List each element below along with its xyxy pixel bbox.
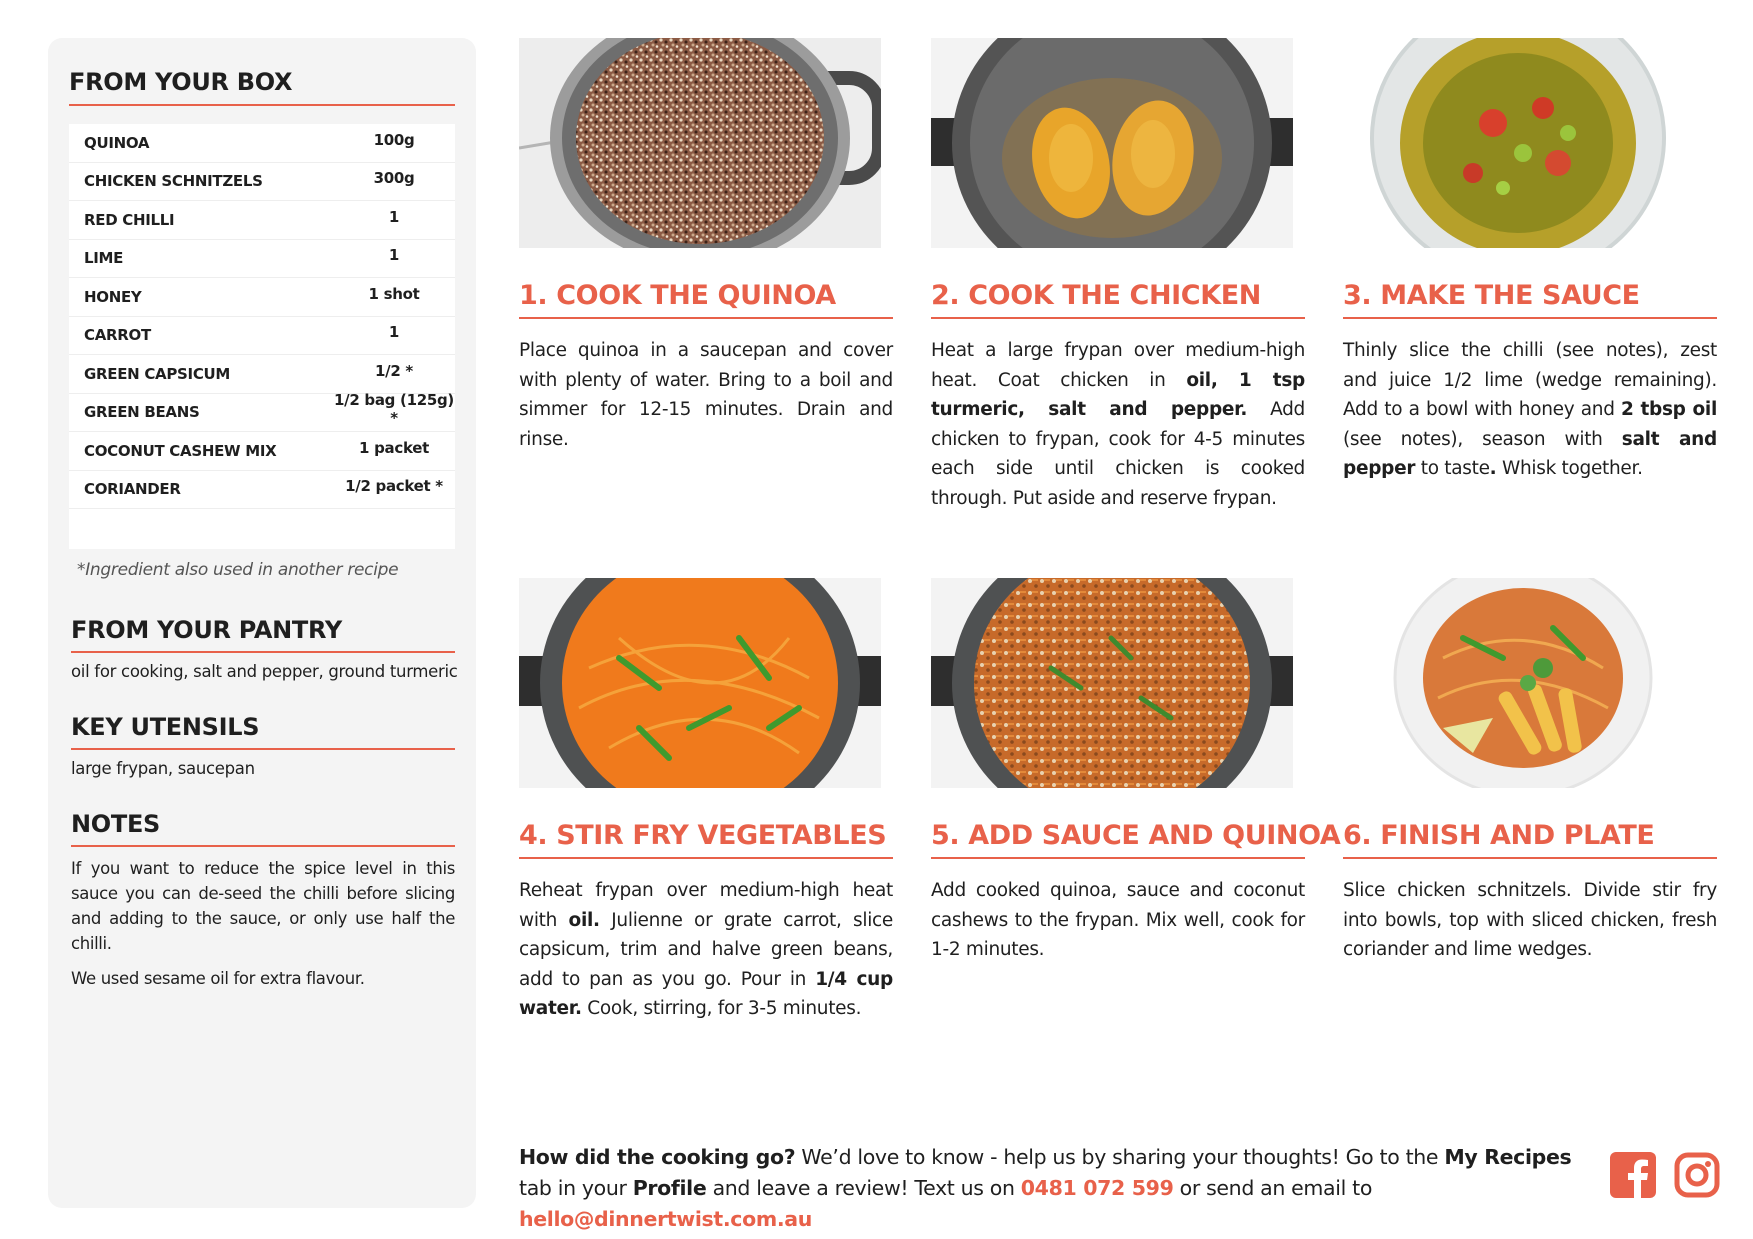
profile-link[interactable]: Profile <box>632 1176 707 1200</box>
footer-text: tab in your <box>519 1176 633 1200</box>
ingredient-row <box>69 278 455 317</box>
step-4-title: 4. STIR FRY VEGETABLES <box>519 820 893 859</box>
step-text-run: Heat a large frypan over medium-high heat. Coat chicken in <box>931 340 1305 391</box>
step-6-title: 6. FINISH AND PLATE <box>1343 820 1717 859</box>
step-text-bold: . <box>1489 458 1497 479</box>
footer-text: and leave a review! Text us on <box>706 1176 1021 1200</box>
ingredient-quantity: 1 <box>388 323 400 342</box>
step-text-run: Cook, stirring, for 3-5 minutes. <box>581 998 862 1019</box>
step-5-title: 5. ADD SAUCE AND QUINOA <box>931 820 1305 859</box>
ingredient-name: CORIANDER <box>84 480 181 499</box>
ingredient-row <box>69 201 455 240</box>
note-paragraph: We used sesame oil for extra flavour. <box>71 969 365 988</box>
ingredient-row <box>69 317 455 356</box>
from-your-pantry-title: FROM YOUR PANTRY <box>71 616 342 644</box>
step-text-run: Whisk together. <box>1496 458 1643 479</box>
ingredient-quantity: 1 <box>388 246 400 265</box>
step-4-text <box>519 876 893 1024</box>
chicken-frypan-photo <box>931 38 1293 248</box>
plated-dish-photo <box>1343 578 1705 788</box>
step-6-text <box>1343 876 1717 965</box>
from-your-box-title: FROM YOUR BOX <box>69 68 293 96</box>
step-text-bold: 2 tbsp oil <box>1620 399 1717 420</box>
step-3-text <box>1343 336 1717 484</box>
ingredient-row <box>69 432 455 471</box>
stirfry-frypan-photo <box>931 578 1293 788</box>
vegetables-frypan-photo <box>519 578 881 788</box>
key-utensils-title: KEY UTENSILS <box>71 713 260 741</box>
ingredient-name: LIME <box>84 249 124 268</box>
notes-title: NOTES <box>71 810 161 838</box>
sauce-bowl-photo <box>1343 38 1705 248</box>
notes-body <box>71 856 455 1001</box>
footnote: *Ingredient also used in another recipe <box>77 560 399 580</box>
step-text-bold: oil, 1 tsp turmeric, salt and pepper. <box>931 369 1306 420</box>
ingredient-name: QUINOA <box>84 133 150 152</box>
step-text-run: Slice chicken schnitzels. Divide stir fry into bowls, top with sliced chicken, fresh coriander and lime wedges. <box>1343 880 1717 960</box>
footer-text: We’d love to know - help us by sharing your thoughts! Go to the <box>795 1145 1445 1169</box>
step-text-run: Place quinoa in a saucepan and cover with plenty of water. Bring to a boil and simmer for 12-15 minutes. Drain and rinse. <box>519 340 893 450</box>
ingredient-quantity: 1/2 packet * <box>345 477 443 496</box>
feedback-question: How did the cooking go? <box>519 1145 796 1169</box>
step-text-bold: salt and pepper <box>1343 428 1717 479</box>
step-text-run: Reheat frypan over medium-high heat with <box>519 880 893 931</box>
step-text-run: to taste <box>1415 458 1490 479</box>
facebook-icon[interactable] <box>1610 1152 1656 1202</box>
utensils-items: large frypan, saucepan <box>71 759 255 778</box>
ingredient-quantity: 300g <box>373 169 415 188</box>
ingredient-row <box>69 355 455 394</box>
note-paragraph: If you want to reduce the spice level in this sauce you can de-seed the chilli before slicing and adding to the sauce, or only use half the chilli. <box>71 859 455 953</box>
divider <box>71 748 455 750</box>
ingredient-name: GREEN BEANS <box>84 403 200 422</box>
step-text-run: (see notes), season with <box>1343 428 1622 450</box>
step-5-text <box>931 876 1305 965</box>
step-2-title: 2. COOK THE CHICKEN <box>931 280 1305 319</box>
ingredient-quantity: 1/2 * <box>375 361 413 380</box>
step-2-text <box>931 336 1305 513</box>
ingredient-quantity: 1 <box>388 207 400 226</box>
ingredient-name: HONEY <box>84 287 142 306</box>
ingredient-quantity: 1 shot <box>368 284 420 303</box>
ingredient-quantity: 1/2 bag (125g) * <box>334 391 454 428</box>
pantry-items: oil for cooking, salt and pepper, ground turmeric <box>71 662 458 681</box>
footer-text: or send an email to <box>1173 1176 1373 1200</box>
ingredient-row <box>69 471 455 510</box>
ingredient-row <box>69 124 455 163</box>
ingredient-name: CARROT <box>84 326 151 345</box>
divider <box>69 104 455 106</box>
step-text-bold: oil. <box>568 909 600 931</box>
ingredient-name: GREEN CAPSICUM <box>84 364 231 383</box>
step-3-title: 3. MAKE THE SAUCE <box>1343 280 1717 319</box>
my-recipes-link[interactable]: My Recipes <box>1444 1145 1572 1169</box>
step-text-bold: 1/4 cup water. <box>519 968 893 1019</box>
ingredient-name: CHICKEN SCHNITZELS <box>84 172 263 191</box>
instagram-icon[interactable] <box>1674 1152 1720 1202</box>
ingredient-quantity: 1 packet <box>359 438 429 457</box>
divider <box>71 651 455 653</box>
step-text-run: Add chicken to frypan, cook for 4-5 minutes each side until chicken is cooked through. Put aside and reserve frypan. <box>931 399 1306 509</box>
ingredient-name: RED CHILLI <box>84 210 175 229</box>
quinoa-pot-photo <box>519 38 881 248</box>
ingredients-table <box>69 124 455 549</box>
ingredient-row <box>69 163 455 202</box>
divider <box>71 845 455 847</box>
step-text-run: Add cooked quinoa, sauce and coconut cashews to the frypan. Mix well, cook for 1-2 minutes. <box>931 880 1305 960</box>
ingredients-sidebar <box>48 38 476 1208</box>
step-1-text <box>519 336 893 454</box>
phone-link[interactable]: 0481 072 599 <box>1020 1176 1174 1200</box>
step-text-run: Thinly slice the chilli (see notes), zest and juice 1/2 lime (wedge remaining). Add to a bowl with honey and <box>1343 340 1717 420</box>
step-1-title: 1. COOK THE QUINOA <box>519 280 893 319</box>
ingredient-row <box>69 391 455 433</box>
email-link[interactable]: hello@dinnertwist.com.au <box>519 1207 813 1231</box>
step-text-run: Julienne or grate carrot, slice capsicum, trim and halve green beans, add to pan as you go. Pour in <box>519 909 893 990</box>
ingredient-quantity: 100g <box>373 130 415 149</box>
ingredient-name: COCONUT CASHEW MIX <box>84 441 277 460</box>
feedback-footer <box>519 1142 1579 1235</box>
ingredient-row <box>69 240 455 279</box>
